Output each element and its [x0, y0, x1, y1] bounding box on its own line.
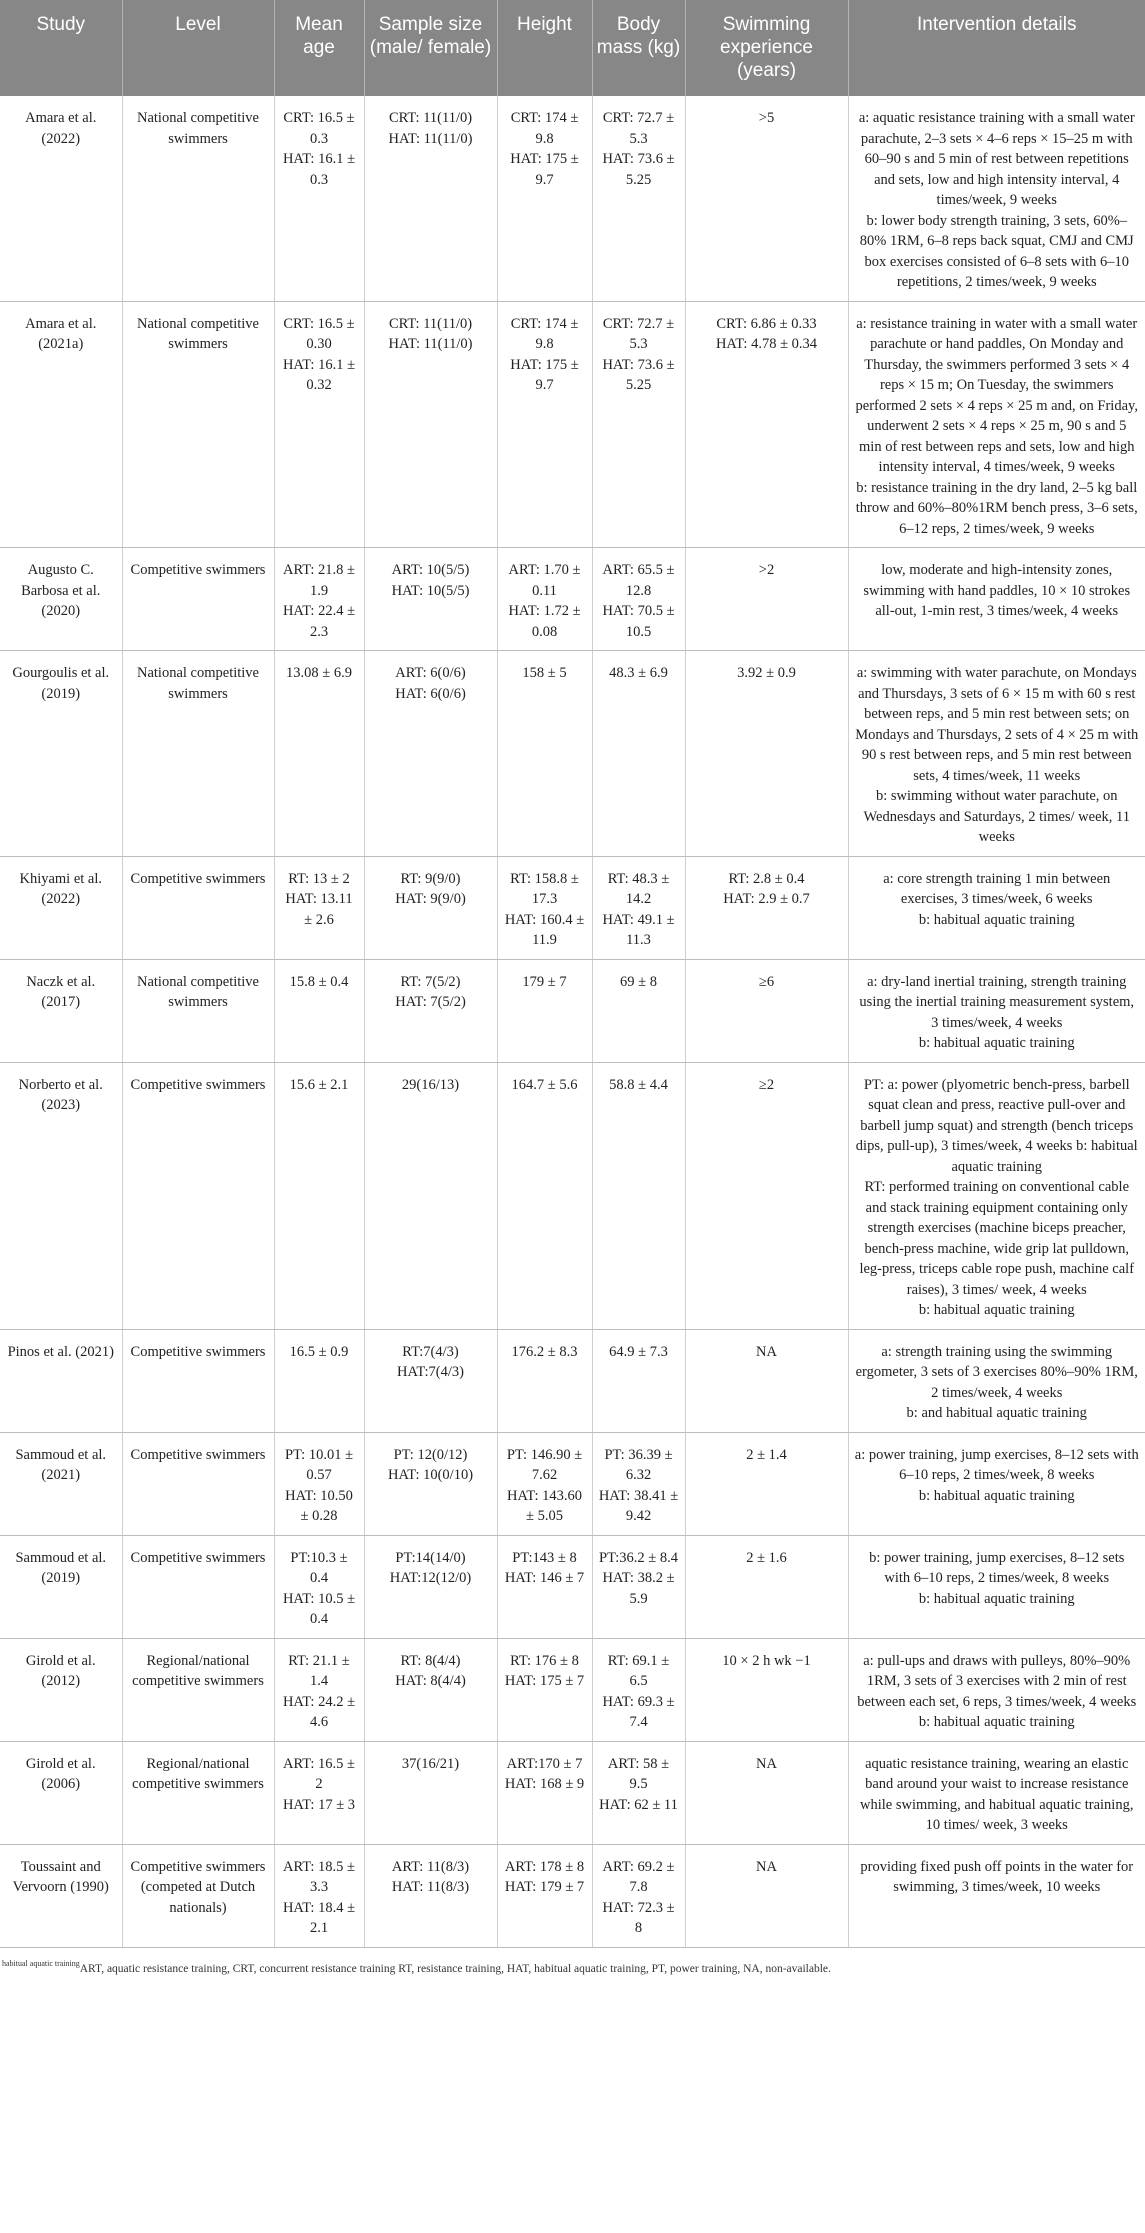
cell-level: Competitive swimmers — [122, 548, 274, 651]
cell-intervention-details: a: dry-land inertial training, strength training using the inertial training measurement system, 3 times/week, 4 weeks b: habitual aquatic training — [848, 959, 1145, 1062]
table-row — [0, 1432, 1145, 1535]
cell-level: National competitive swimmers — [122, 301, 274, 548]
cell-intervention-details: a: power training, jump exercises, 8–12 sets with 6–10 reps, 2 times/week, 8 weeks b: habitual aquatic training — [848, 1432, 1145, 1535]
cell-body-mass: RT: 48.3 ± 14.2 HAT: 49.1 ± 11.3 — [592, 856, 685, 959]
cell-intervention-details: PT: a: power (plyometric bench-press, barbell squat clean and press, reactive pull-over and barbell jump squat) and strength (bench triceps dips, pull-up), 3 times/week, 4 weeks b: habitual aquatic training RT: performed training on conventional cable and stack training equipment containing only strength exercises (machine biceps preacher, bench-press machine, wide grip lat pulldown, leg-press, triceps cable rope push, machine calf raises), 3 times/ week, 4 weeks b: habitual aquatic training — [848, 1062, 1145, 1329]
cell-height: 179 ± 7 — [497, 959, 592, 1062]
cell-level: Competitive swimmers (competed at Dutch nationals) — [122, 1844, 274, 1947]
cell-swimming-experience: 10 × 2 h wk −1 — [685, 1638, 848, 1741]
cell-study: Sammoud et al. (2021) — [0, 1432, 122, 1535]
cell-study: Girold et al. (2006) — [0, 1741, 122, 1844]
table-header-row — [0, 0, 1145, 96]
cell-intervention-details: a: pull-ups and draws with pulleys, 80%–90% 1RM, 3 sets of 3 exercises with 2 min of rest between each set, 6 reps, 3 times/week, 4 weeks b: habitual aquatic training — [848, 1638, 1145, 1741]
cell-mean-age: PT:10.3 ± 0.4 HAT: 10.5 ± 0.4 — [274, 1535, 364, 1638]
cell-intervention-details: a: aquatic resistance training with a small water parachute, 2–3 sets × 4–6 reps × 15–25 m with 60–90 s and 5 min of rest between repetitions and sets, low and high intensity interval, 4 times/week, 9 weeks b: lower body strength training, 3 sets, 60%–80% 1RM, 6–8 reps back squat, CMJ and CMJ box exercises consisted of 6–8 sets with 6–10 repetitions, 2 times/week, 9 weeks — [848, 96, 1145, 301]
table-row — [0, 1535, 1145, 1638]
cell-height: PT: 146.90 ± 7.62 HAT: 143.60 ± 5.05 — [497, 1432, 592, 1535]
cell-sample-size: ART: 6(0/6) HAT: 6(0/6) — [364, 651, 497, 857]
cell-height: ART:170 ± 7 HAT: 168 ± 9 — [497, 1741, 592, 1844]
cell-study: Gourgoulis et al. (2019) — [0, 651, 122, 857]
cell-body-mass: 58.8 ± 4.4 — [592, 1062, 685, 1329]
cell-mean-age: CRT: 16.5 ± 0.30 HAT: 16.1 ± 0.32 — [274, 301, 364, 548]
cell-swimming-experience: ≥6 — [685, 959, 848, 1062]
cell-sample-size: CRT: 11(11/0) HAT: 11(11/0) — [364, 96, 497, 301]
footnote-superscript: habitual aquatic training — [2, 1958, 80, 1968]
header-swimming-experience: Swimming experience (years) — [685, 0, 848, 96]
cell-sample-size: RT:7(4/3) HAT:7(4/3) — [364, 1329, 497, 1432]
cell-sample-size: 29(16/13) — [364, 1062, 497, 1329]
cell-height: ART: 178 ± 8 HAT: 179 ± 7 — [497, 1844, 592, 1947]
table-row — [0, 1638, 1145, 1741]
cell-intervention-details: a: resistance training in water with a small water parachute or hand paddles, On Monday and Thursday, the swimmers performed 3 sets × 4 reps × 15 m; On Tuesday, the swimmers performed 2 sets × 4 reps × 25 m and, on Friday, underwent 2 sets × 4 reps × 25 m, 90 s and 5 min of rest between reps and sets, low and high intensity interval, 4 times/week, 9 weeks b: resistance training in the dry land, 2–5 kg ball throw and 60%–80%1RM bench press, 3–6 sets, 6–12 reps, 2 times/week, 9 weeks — [848, 301, 1145, 548]
cell-swimming-experience: CRT: 6.86 ± 0.33 HAT: 4.78 ± 0.34 — [685, 301, 848, 548]
header-sample-size: Sample size (male/ female) — [364, 0, 497, 96]
cell-height: 158 ± 5 — [497, 651, 592, 857]
cell-level: National competitive swimmers — [122, 959, 274, 1062]
cell-study: Girold et al. (2012) — [0, 1638, 122, 1741]
cell-sample-size: PT:14(14/0) HAT:12(12/0) — [364, 1535, 497, 1638]
cell-mean-age: 15.6 ± 2.1 — [274, 1062, 364, 1329]
header-height: Height — [497, 0, 592, 96]
table-row — [0, 1844, 1145, 1947]
cell-sample-size: PT: 12(0/12) HAT: 10(0/10) — [364, 1432, 497, 1535]
cell-swimming-experience: NA — [685, 1329, 848, 1432]
cell-mean-age: ART: 21.8 ± 1.9 HAT: 22.4 ± 2.3 — [274, 548, 364, 651]
table-row — [0, 1062, 1145, 1329]
cell-study: Khiyami et al. (2022) — [0, 856, 122, 959]
cell-body-mass: ART: 58 ± 9.5 HAT: 62 ± 11 — [592, 1741, 685, 1844]
cell-level: Competitive swimmers — [122, 856, 274, 959]
cell-study: Amara et al. (2022) — [0, 96, 122, 301]
table-row — [0, 856, 1145, 959]
cell-body-mass: PT:36.2 ± 8.4 HAT: 38.2 ± 5.9 — [592, 1535, 685, 1638]
cell-swimming-experience: NA — [685, 1844, 848, 1947]
cell-intervention-details: a: swimming with water parachute, on Mondays and Thursdays, 3 sets of 6 × 15 m with 60 s rest between reps, and 5 min rest between sets; on Mondays and Thursdays, 2 sets of 4 × 25 m with 90 s rest between reps, and 5 min rest between sets, 4 times/week, 11 weeks b: swimming without water parachute, on Wednesdays and Saturdays, 2 times/ week, 11 weeks — [848, 651, 1145, 857]
cell-body-mass: ART: 69.2 ± 7.8 HAT: 72.3 ± 8 — [592, 1844, 685, 1947]
cell-mean-age: ART: 18.5 ± 3.3 HAT: 18.4 ± 2.1 — [274, 1844, 364, 1947]
cell-level: Competitive swimmers — [122, 1329, 274, 1432]
cell-study: Naczk et al. (2017) — [0, 959, 122, 1062]
cell-study: Augusto C. Barbosa et al. (2020) — [0, 548, 122, 651]
cell-level: National competitive swimmers — [122, 96, 274, 301]
header-body-mass: Body mass (kg) — [592, 0, 685, 96]
cell-sample-size: RT: 7(5/2) HAT: 7(5/2) — [364, 959, 497, 1062]
cell-mean-age: CRT: 16.5 ± 0.3 HAT: 16.1 ± 0.3 — [274, 96, 364, 301]
cell-sample-size: RT: 8(4/4) HAT: 8(4/4) — [364, 1638, 497, 1741]
cell-mean-age: RT: 21.1 ± 1.4 HAT: 24.2 ± 4.6 — [274, 1638, 364, 1741]
cell-intervention-details: a: strength training using the swimming ergometer, 3 sets of 3 exercises 80%–90% 1RM, 2 times/week, 4 weeks b: and habitual aquatic training — [848, 1329, 1145, 1432]
cell-sample-size: ART: 11(8/3) HAT: 11(8/3) — [364, 1844, 497, 1947]
cell-mean-age: ART: 16.5 ± 2 HAT: 17 ± 3 — [274, 1741, 364, 1844]
cell-intervention-details: a: core strength training 1 min between exercises, 3 times/week, 6 weeks b: habitual aquatic training — [848, 856, 1145, 959]
table-row — [0, 548, 1145, 651]
table-row — [0, 651, 1145, 857]
cell-mean-age: 13.08 ± 6.9 — [274, 651, 364, 857]
cell-body-mass: CRT: 72.7 ± 5.3 HAT: 73.6 ± 5.25 — [592, 96, 685, 301]
cell-height: ART: 1.70 ± 0.11 HAT: 1.72 ± 0.08 — [497, 548, 592, 651]
table-row — [0, 1329, 1145, 1432]
cell-swimming-experience: 2 ± 1.6 — [685, 1535, 848, 1638]
cell-swimming-experience: NA — [685, 1741, 848, 1844]
cell-swimming-experience: >5 — [685, 96, 848, 301]
cell-swimming-experience: 2 ± 1.4 — [685, 1432, 848, 1535]
header-level: Level — [122, 0, 274, 96]
cell-sample-size: ART: 10(5/5) HAT: 10(5/5) — [364, 548, 497, 651]
cell-body-mass: 69 ± 8 — [592, 959, 685, 1062]
cell-level: Competitive swimmers — [122, 1062, 274, 1329]
cell-level: Competitive swimmers — [122, 1535, 274, 1638]
table-footnote — [0, 1948, 1145, 1977]
header-mean-age: Mean age — [274, 0, 364, 96]
cell-swimming-experience: ≥2 — [685, 1062, 848, 1329]
cell-intervention-details: low, moderate and high-intensity zones, swimming with hand paddles, 10 × 10 strokes all-out, 1-min rest, 3 times/week, 4 weeks — [848, 548, 1145, 651]
cell-height: 164.7 ± 5.6 — [497, 1062, 592, 1329]
cell-body-mass: CRT: 72.7 ± 5.3 HAT: 73.6 ± 5.25 — [592, 301, 685, 548]
table-row — [0, 96, 1145, 301]
header-intervention-details: Intervention details — [848, 0, 1145, 96]
cell-intervention-details: b: power training, jump exercises, 8–12 sets with 6–10 reps, 2 times/week, 8 weeks b: habitual aquatic training — [848, 1535, 1145, 1638]
cell-height: CRT: 174 ± 9.8 HAT: 175 ± 9.7 — [497, 96, 592, 301]
cell-body-mass: PT: 36.39 ± 6.32 HAT: 38.41 ± 9.42 — [592, 1432, 685, 1535]
header-study: Study — [0, 0, 122, 96]
cell-study: Pinos et al. (2021) — [0, 1329, 122, 1432]
cell-level: Regional/national competitive swimmers — [122, 1741, 274, 1844]
cell-sample-size: CRT: 11(11/0) HAT: 11(11/0) — [364, 301, 497, 548]
cell-body-mass: 64.9 ± 7.3 — [592, 1329, 685, 1432]
footnote-text: ART, aquatic resistance training, CRT, concurrent resistance training RT, resistance training, HAT, habitual aquatic training, PT, power training, NA, non-available. — [79, 1962, 831, 1975]
cell-swimming-experience: 3.92 ± 0.9 — [685, 651, 848, 857]
cell-mean-age: 16.5 ± 0.9 — [274, 1329, 364, 1432]
cell-mean-age: 15.8 ± 0.4 — [274, 959, 364, 1062]
cell-study: Sammoud et al. (2019) — [0, 1535, 122, 1638]
cell-level: Regional/national competitive swimmers — [122, 1638, 274, 1741]
cell-mean-age: PT: 10.01 ± 0.57 HAT: 10.50 ± 0.28 — [274, 1432, 364, 1535]
table-row — [0, 1741, 1145, 1844]
cell-study: Toussaint and Vervoorn (1990) — [0, 1844, 122, 1947]
cell-swimming-experience: RT: 2.8 ± 0.4 HAT: 2.9 ± 0.7 — [685, 856, 848, 959]
cell-sample-size: 37(16/21) — [364, 1741, 497, 1844]
cell-level: National competitive swimmers — [122, 651, 274, 857]
cell-study: Amara et al. (2021a) — [0, 301, 122, 548]
cell-intervention-details: aquatic resistance training, wearing an elastic band around your waist to increase resistance while swimming, and habitual aquatic training, 10 times/ week, 3 weeks — [848, 1741, 1145, 1844]
cell-body-mass: RT: 69.1 ± 6.5 HAT: 69.3 ± 7.4 — [592, 1638, 685, 1741]
cell-swimming-experience: >2 — [685, 548, 848, 651]
table-row — [0, 301, 1145, 548]
cell-height: PT:143 ± 8 HAT: 146 ± 7 — [497, 1535, 592, 1638]
cell-sample-size: RT: 9(9/0) HAT: 9(9/0) — [364, 856, 497, 959]
cell-body-mass: ART: 65.5 ± 12.8 HAT: 70.5 ± 10.5 — [592, 548, 685, 651]
cell-body-mass: 48.3 ± 6.9 — [592, 651, 685, 857]
cell-height: RT: 158.8 ± 17.3 HAT: 160.4 ± 11.9 — [497, 856, 592, 959]
cell-intervention-details: providing fixed push off points in the water for swimming, 3 times/week, 10 weeks — [848, 1844, 1145, 1947]
cell-mean-age: RT: 13 ± 2 HAT: 13.11 ± 2.6 — [274, 856, 364, 959]
cell-level: Competitive swimmers — [122, 1432, 274, 1535]
cell-height: CRT: 174 ± 9.8 HAT: 175 ± 9.7 — [497, 301, 592, 548]
table-row — [0, 959, 1145, 1062]
cell-height: 176.2 ± 8.3 — [497, 1329, 592, 1432]
cell-height: RT: 176 ± 8 HAT: 175 ± 7 — [497, 1638, 592, 1741]
cell-study: Norberto et al. (2023) — [0, 1062, 122, 1329]
